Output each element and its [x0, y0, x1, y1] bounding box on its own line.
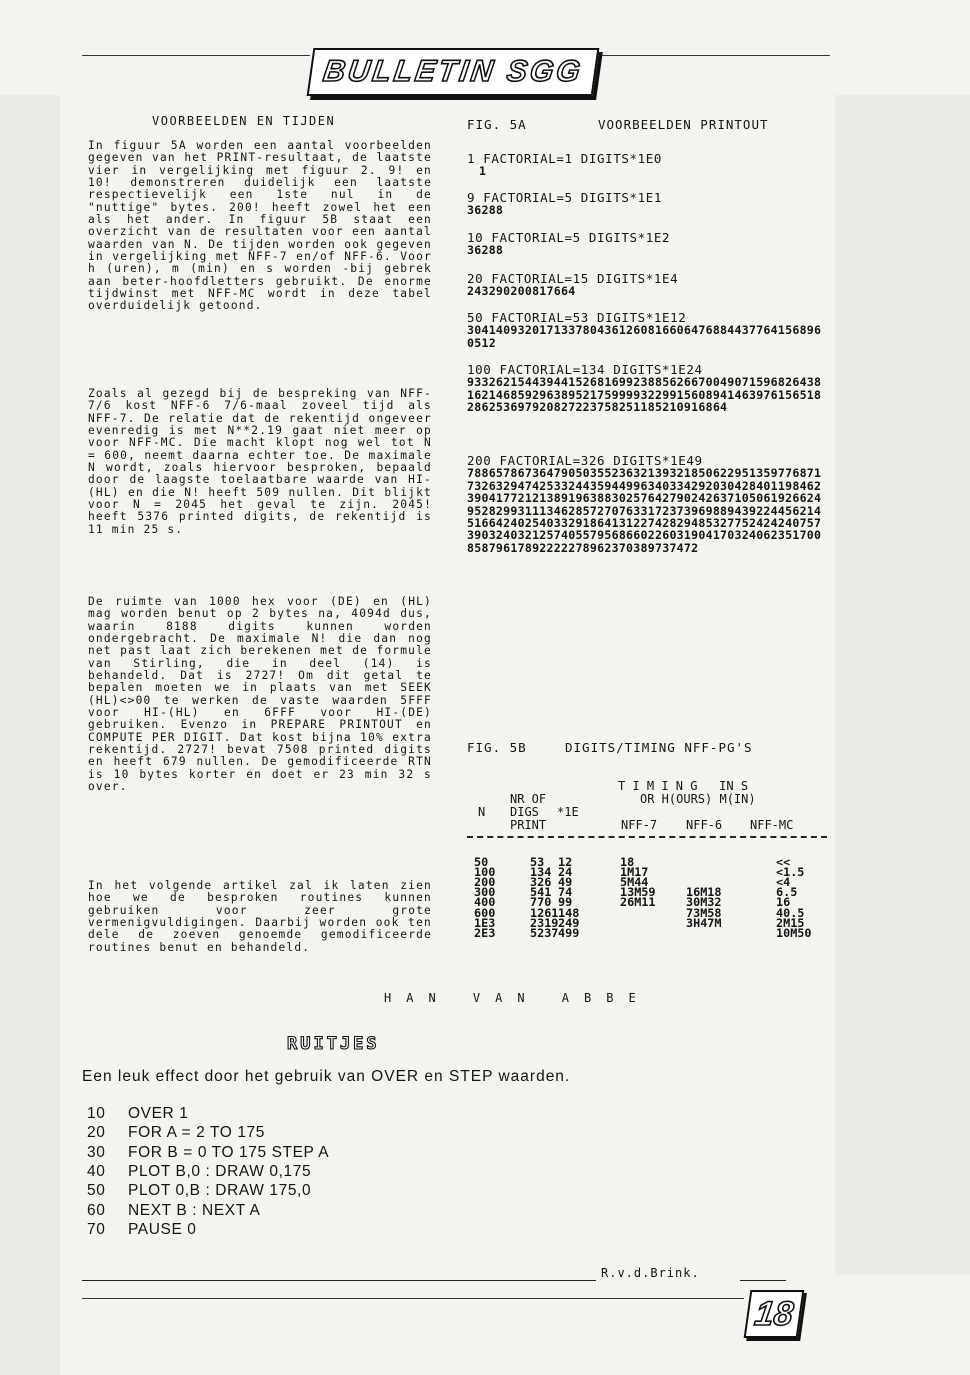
timing-cell-n: 600 — [474, 905, 496, 920]
timing-cell-e: 24 — [558, 865, 573, 880]
timing-cell-digs: 1261 — [530, 905, 559, 920]
fig5a-entry — [467, 364, 827, 414]
masthead-title: BULLETIN SGG — [321, 55, 586, 88]
fig5a-label: FIG. 5A — [467, 117, 527, 132]
timing-cell-digs: 541 — [530, 885, 552, 900]
basic-line — [87, 1144, 329, 1162]
fig5a-entry-digits: 1 — [479, 164, 487, 179]
col-head-nffmc: NFF-MC — [750, 818, 794, 832]
fig5a-entry-header: 1 FACTORIAL=1 DIGITS*1E0 — [467, 151, 663, 166]
basic-line — [87, 1163, 311, 1181]
timing-cell-e: 12 — [558, 855, 573, 869]
fig5a-entry-digits: 243290200817664 — [467, 284, 576, 299]
basic-line — [87, 1221, 197, 1239]
page-number-box — [744, 1290, 805, 1338]
fig5a-entry — [467, 273, 827, 298]
basic-line-number: 20 — [87, 1124, 106, 1142]
fig5a-entry — [467, 232, 827, 257]
timing-cell-mc: 10M50 — [776, 925, 812, 940]
timing-cell-e: 49 — [558, 875, 573, 890]
basic-line-number: 40 — [87, 1162, 106, 1180]
timing-cell-nff7: 1M17 — [620, 865, 649, 880]
timing-cell-nff6: 16M18 — [686, 885, 722, 900]
col-head-print: PRINT — [510, 818, 547, 832]
timing-cell-mc: 16 — [776, 895, 791, 910]
basic-statement: PAUSE 0 — [128, 1220, 197, 1238]
col-head-nff6: NFF-6 — [686, 818, 723, 832]
fig5a-entry-digits: 93326215443944152681699238856266700490715968264381621468592963895217599993229915608941463976156518286253697920827223758251185210916864 — [467, 375, 822, 415]
fig5a-entry-digits: 36288 — [467, 243, 504, 258]
timing-cell-mc: << — [776, 855, 791, 869]
ruitjes-title: RUITJES — [287, 1034, 380, 1054]
timing-cell-e: 249 — [558, 915, 580, 930]
article-paragraph-2: Zoals al gezegd bij de bespreking van NFF-7/6 kost NFF-6 7/6-maal zoveel tijd als NFF-7. De relatie dat de rekentijd ongeveer evenredig is met N**2.19 gaat niet meer op voor NFF-MC. Die macht klopt nog wel tot N = 600, neemt daarna echter toe. De maximale N wordt, zoals hiervoor besproken, bepaald door de laagste toelaatbare waarde van HI-(HL) en die N! heeft 509 nullen. Dit blijkt voor N = 2045 het geval te zijn. 2045! heeft 5376 printed digits, de rekentijd is 11 min 25 s. — [88, 387, 432, 536]
fig5a-title: VOORBEELDEN PRINTOUT — [598, 117, 769, 132]
basic-line-number: 50 — [87, 1182, 106, 1200]
timing-head-1: T I M I N G IN S — [618, 779, 749, 793]
fig5a-entry — [467, 455, 827, 554]
basic-line — [87, 1202, 260, 1220]
fig5a-entry — [467, 192, 827, 217]
table-divider — [467, 836, 827, 838]
timing-cell-digs: 2319 — [530, 915, 559, 930]
timing-cell-e: 148 — [558, 905, 580, 920]
signature: R.v.d.Brink. — [601, 1266, 700, 1280]
timing-cell-mc: <1.5 — [776, 865, 805, 880]
article-paragraph-1: In figuur 5A worden een aantal voorbeelden gegeven van het PRINT-resultaat, de laatste vier in vergelijking met figuur 2. 9! en 10! demonstreren duidelijk een laatste respectievelijk een 1ste nul in de "nuttige" bytes. 200! heeft zowel het een als het ander. In figuur 5B staat een overzicht van de resultaten voor een aantal waarden van N. De tijden worden ook gegeven in vergelijking met NFF-7 en/of NFF-6. Voor h (uren), m (min) en s worden -bij gebrek aan beter-hoofdletters gebruikt. De enorme tijdwinst met NFF-MC wordt in deze tabel overduidelijk getoond. — [88, 139, 432, 313]
article-paragraph-3: De ruimte van 1000 hex voor (DE) en (HL) mag worden benut op 2 bytes na, 4094d dus, waarin 8188 digits kunnen worden ondergebracht. De maximale N! die dan nog net past laat zich berekenen met de formule van Stirling, die in deel (14) is behandeld. Dat is 2727! Om dit getal te bepalen moeten we in plaats van met SEEK (HL)<>00 te werken de vaste waarden 5FFF voor HI-(HL) en 6FFF voor HI-(DE) gebruiken. Evenzo in PREPARE PRINTOUT en COMPUTE PER DIGIT. Dat kost bijna 10% extra rekentijd. 2727! bevat 7508 printed digits en heeft 679 nullen. De gemodificeerde RTN is 10 bytes korter en doet er 23 min 32 s over. — [88, 595, 432, 794]
timing-cell-nff6: 30M32 — [686, 895, 722, 910]
timing-cell-mc: 40.5 — [776, 905, 805, 920]
col-head-nff7: NFF-7 — [621, 818, 658, 832]
timing-cell-nff7: 18 — [620, 855, 635, 869]
signature-rule-left — [82, 1280, 596, 1281]
timing-cell-n: 2E3 — [474, 925, 496, 940]
fig5a-entry-header: 10 FACTORIAL=5 DIGITS*1E2 — [467, 230, 671, 245]
timing-cell-n: 300 — [474, 885, 496, 900]
fig5b-label: FIG. 5B — [467, 740, 527, 755]
timing-cell-digs: 134 — [530, 865, 552, 880]
timing-cell-n: 50 — [474, 855, 489, 869]
basic-statement: PLOT 0,B : DRAW 175,0 — [128, 1182, 312, 1200]
fig5a-entry-header: 100 FACTORIAL=134 DIGITS*1E24 — [467, 362, 703, 377]
masthead-logo — [307, 48, 600, 96]
timing-cell-mc: 2M15 — [776, 915, 805, 930]
timing-cell-n: 100 — [474, 865, 496, 880]
article-paragraph-4: In het volgende artikel zal ik laten zien hoe we de besproken routines kunnen gebruiken voor zeer grote vermenigvuldigingen. Daarbij worden ook ten dele de zoeven genoemde gemodificeerde routines benut en behandeld. — [88, 879, 432, 954]
signature-rule-right — [740, 1280, 786, 1281]
footer-rule — [82, 1298, 744, 1299]
page-number: 18 — [752, 1294, 796, 1333]
show-through-left — [0, 95, 60, 1375]
fig5a-entry — [467, 312, 827, 349]
timing-cell-nff7: 26M11 — [620, 895, 656, 910]
col-head-nr: NR OF — [510, 792, 547, 806]
basic-statement: PLOT B,0 : DRAW 0,175 — [128, 1162, 312, 1180]
basic-statement: OVER 1 — [128, 1105, 189, 1122]
timing-cell-n: 200 — [474, 875, 496, 890]
masthead-rule-right — [598, 55, 830, 56]
timing-cell-nff6: 73M58 — [686, 905, 722, 920]
timing-head-2: OR H(OURS) M(IN) — [640, 792, 756, 806]
fig5a-entry-digits: 30414093201713378043612608166064768844377641568960512 — [467, 323, 822, 350]
timing-cell-digs: 53 — [530, 855, 545, 869]
article-author: HAN VAN ABBE — [384, 991, 651, 1005]
fig5a-entry-header: 9 FACTORIAL=5 DIGITS*1E1 — [467, 190, 663, 205]
basic-line-number: 70 — [87, 1220, 106, 1238]
timing-cell-mc: <4 — [776, 875, 791, 890]
fig5a-entry-header: 200 FACTORIAL=326 DIGITS*1E49 — [467, 453, 703, 468]
fig5a-entry-digits: 36288 — [467, 203, 504, 218]
timing-cell-digs: 770 — [530, 895, 552, 910]
ruitjes-subtitle: Een leuk effect door het gebruik van OVER en STEP waarden. — [82, 1068, 571, 1085]
basic-line — [87, 1182, 311, 1200]
basic-statement: NEXT B : NEXT A — [128, 1201, 261, 1219]
basic-statement: FOR B = 0 TO 175 STEP A — [128, 1143, 330, 1161]
basic-statement: FOR A = 2 TO 175 — [128, 1124, 265, 1142]
timing-cell-mc: 6.5 — [776, 885, 798, 900]
col-head-n: N — [478, 805, 486, 819]
basic-line-number: 10 — [87, 1105, 106, 1122]
fig5a-entry-header: 20 FACTORIAL=15 DIGITS*1E4 — [467, 271, 679, 286]
fig5b-title: DIGITS/TIMING NFF-PG'S — [565, 740, 753, 755]
timing-cell-e: 99 — [558, 895, 573, 910]
basic-line — [87, 1124, 265, 1142]
show-through-right — [835, 95, 970, 1275]
timing-cell-e: 74 — [558, 885, 573, 900]
timing-cell-nff7: 13M59 — [620, 885, 656, 900]
basic-line-number: 30 — [87, 1143, 106, 1161]
article-heading: VOORBEELDEN EN TIJDEN — [152, 114, 336, 128]
fig5a-entry-header: 50 FACTORIAL=53 DIGITS*1E12 — [467, 310, 687, 325]
fig5a-entry — [467, 153, 827, 178]
basic-line-number: 60 — [87, 1201, 106, 1219]
col-head-digs: DIGS — [510, 805, 539, 819]
timing-cell-digs: 326 — [530, 875, 552, 890]
basic-line — [87, 1105, 188, 1123]
timing-cell-n: 400 — [474, 895, 496, 910]
timing-cell-e: 499 — [558, 925, 580, 940]
timing-cell-n: 1E3 — [474, 915, 496, 930]
timing-cell-digs: 5237 — [530, 925, 559, 940]
timing-cell-nff7: 5M44 — [620, 875, 649, 890]
col-head-1e: *1E — [557, 805, 579, 819]
masthead-rule-left — [82, 55, 310, 56]
fig5a-entry-digits: 78865786736479050355236321393218506229513597768717326329474253324435944996340334292030428401198462390417721213891963883025764279024263710506192662495282993111346285727076331723739698894392244562145166424025403329186413122742829485327752424240757390324032125740557956866022603190417032406235170085879617892222278962370389737472 — [467, 466, 822, 555]
timing-cell-nff6: 3H47M — [686, 915, 722, 930]
